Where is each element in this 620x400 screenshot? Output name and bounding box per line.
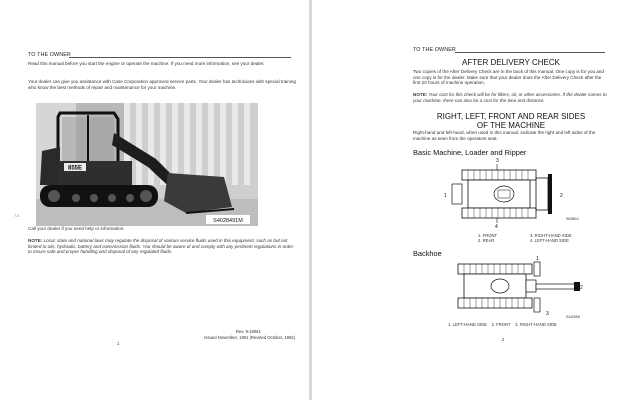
left-note <box>28 238 296 255</box>
left-page-number: 1 <box>117 341 120 346</box>
sides-text: Right-hand and left-hand, when used in this manual, indicate the right and left sides of the machine as seen from the operators seat. <box>413 130 596 141</box>
after-delivery-check-title: AFTER DELIVERY CHECK <box>462 58 560 67</box>
fig2-code: S44255U <box>566 315 581 319</box>
sides-title-line1: RIGHT, LEFT, FRONT AND REAR SIDES <box>436 112 586 121</box>
left-header-rule <box>69 57 291 58</box>
rev-number: Rev. 9-19061 <box>236 329 261 334</box>
fig1-legend-left-hand: 4. LEFT-HAND SIDE <box>530 238 569 243</box>
side-margin-mark: 7-0 <box>14 214 20 218</box>
right-page <box>312 0 620 400</box>
fig1-num-bottom: 4 <box>495 224 498 228</box>
fig2-num-bottom: 3 <box>546 311 549 317</box>
after-delivery-check-text: Two copies of the After Delivery Check are in the back of this manual. One copy is for you and one copy is for the dealer. Make sure that your dealer does the After Delivery Check after the first 20 hours of machine operation. <box>413 69 604 86</box>
fig1-legend-front: 1. FRONT <box>478 233 498 238</box>
fig2-num-top: 1 <box>536 256 539 262</box>
fig1-legend-right-hand: 3. RIGHT-HAND SIDE <box>530 233 572 238</box>
sides-title <box>413 112 609 130</box>
left-note-text: Local, state and national laws may regulate the disposal of various service fluids used in this equipment, such as but not limited to oils, hydraulic, battery and transmission fluids. You should be aware of and comply with any pertinent regulations in order to insure safe and proper handling and disposal of any regulated fluids. <box>28 238 294 255</box>
right-page-number: 2 <box>502 337 505 342</box>
right-note <box>413 92 609 103</box>
fig1-num-right: 2 <box>560 193 563 199</box>
left-note-label: NOTE: <box>28 238 43 243</box>
left-para-read-manual: Read this manual before you start the engine or operate the machine. If you need more information, see your dealer. <box>28 61 265 66</box>
sides-title-line2: OF THE MACHINE <box>476 121 546 130</box>
fig1-legend-rear: 2. REAR <box>478 238 495 243</box>
fig2-num-right: 2 <box>580 285 583 291</box>
backhoe-top-view-diagram <box>452 256 586 320</box>
right-header-rule <box>455 52 605 53</box>
right-note-text: Your cost for this check will be for filters, oil, or other accessories. If the dealer comes to your machine, there can also be a cost for the time and distance. <box>413 92 607 103</box>
fig2-legend: 1. LEFT-HAND SIDE 2. FRONT 3. RIGHT-HAND SIDE <box>448 322 557 327</box>
crawler-loader-photo <box>36 103 258 226</box>
left-para-dealer-assistance: Your dealer can give you assistance with Case Corporation approved service parts. Your dealer has technicians with special training who know the best methods of repair and maintenance for your machine. <box>28 79 296 90</box>
fig1-num-left: 1 <box>444 193 447 199</box>
right-header: TO THE OWNER <box>413 47 456 53</box>
subtitle-basic-machine: Basic Machine, Loader and Ripper <box>413 148 527 157</box>
left-para-call-dealer: Call your dealer if you need help or information. <box>28 226 125 231</box>
right-note-label: NOTE: <box>413 92 428 97</box>
basic-machine-top-view-diagram <box>444 156 584 228</box>
fig1-num-top: 3 <box>496 158 499 164</box>
fig1-code: S60BEU <box>566 217 580 221</box>
photo-code: S4028491M <box>213 218 243 224</box>
machine-badge: 855E <box>67 165 83 172</box>
issued-date: Issued November, 1991 (Revised October, 1992) <box>204 335 295 340</box>
subtitle-backhoe: Backhoe <box>413 249 442 258</box>
left-header: TO THE OWNER <box>28 52 71 58</box>
